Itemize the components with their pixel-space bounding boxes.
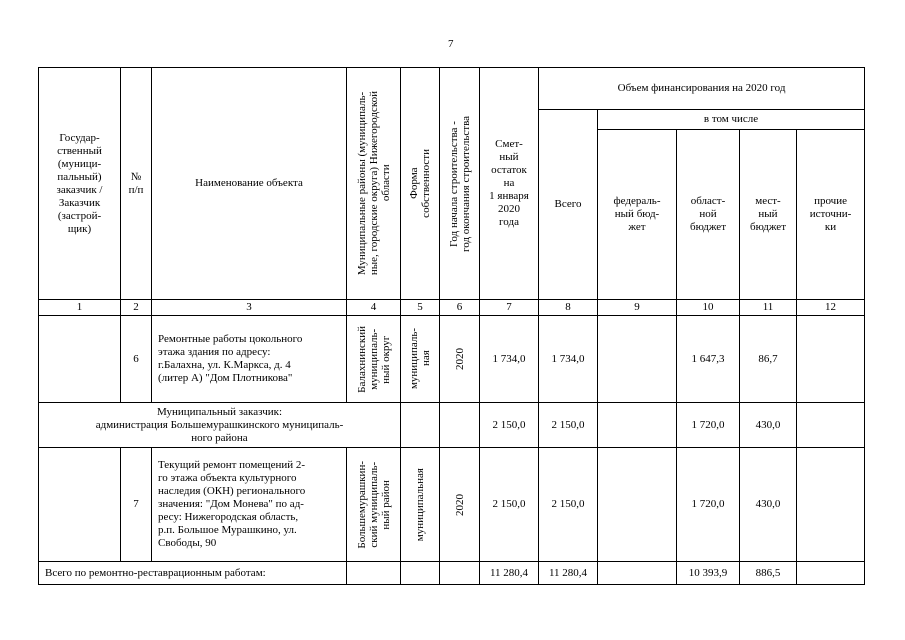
row-federal [598,448,677,562]
header-years [440,68,480,300]
text-line: бюджет [750,221,786,233]
text-line: муниципальная [414,467,426,542]
grand-total-row [39,562,865,585]
row-customer [39,448,121,562]
column-number: 4 [347,300,401,316]
header-object-name: Наименование объекта [152,68,347,300]
text-line: год окончания строительства [459,115,472,252]
text-line: област- [690,195,726,207]
text-line: источни- [809,208,852,220]
row-local: 430,0 [740,448,797,562]
header-funding-title: Объем финансирования на 2020 год [539,68,865,110]
row-federal [598,316,677,403]
customer-row [39,403,865,448]
row-ownership [401,403,440,448]
row-district [347,562,401,585]
text-line: администрация Большемурашкинского муниципаль- [95,418,344,431]
text-line: г.Балахна, ул. К.Маркса, д. 4 [158,359,291,371]
row-federal [598,562,677,585]
text-line: муниципаль- [408,328,420,390]
row-balance: 2 150,0 [480,403,539,448]
row-total: 2 150,0 [539,403,598,448]
row-balance: 1 734,0 [480,316,539,403]
text-line: щик) [67,222,92,235]
text-line: го этажа объекта культурного [158,472,297,484]
row-customer [39,316,121,403]
column-number: 12 [797,300,865,316]
header-ownership [401,68,440,300]
text-line: ский муниципаль- [367,461,380,548]
text-line: ного района [191,431,248,444]
grand-total-total: 11 280,4 [539,562,598,585]
text-line: года [499,216,519,228]
grand-total-regional: 10 393,9 [677,562,740,585]
row-regional: 1 647,3 [677,316,740,403]
row-regional: 1 720,0 [677,403,740,448]
text-line: р.п. Большое Мурашкино, ул. [158,524,297,536]
column-number: 3 [152,300,347,316]
text-line: ная [420,351,432,367]
column-number: 5 [401,300,440,316]
text-line: Муниципальные районы (муниципаль- [355,91,368,276]
header-estimate-balance [480,68,539,300]
text-line: заказчик / [56,183,103,196]
column-number: 7 [480,300,539,316]
text-line: ный округ [379,334,392,384]
column-number: 10 [677,300,740,316]
text-line: муниципаль- [367,328,380,390]
text-line: ки [824,221,837,233]
row-local: 430,0 [740,403,797,448]
row-total: 1 734,0 [539,316,598,403]
column-number: 1 [39,300,121,316]
row-regional: 1 720,0 [677,448,740,562]
text-line: значения: "Дом Монева" по ад- [158,498,304,510]
text-line: Муниципальный заказчик: [156,405,283,418]
text-line: на [503,177,515,189]
text-line: ный [758,208,778,220]
text-line: пальный) [57,170,102,183]
text-line: Большемурашкин- [355,460,368,549]
text-line: собственности [420,149,432,218]
text-line: Форма [408,167,420,200]
text-line: п/п [128,183,144,196]
row-number: 7 [121,448,152,562]
text-line: остаток [491,164,527,176]
text-line: ной [699,208,717,220]
column-number: 11 [740,300,797,316]
row-balance: 2 150,0 [480,448,539,562]
text-line: ресу: Нижегородская область, [158,511,299,523]
row-object-name [152,448,347,562]
row-federal [598,403,677,448]
text-line: ный бюд- [614,208,660,220]
text-line: ный [499,151,519,163]
text-line: ные, городские округа) Нижегородской [367,91,380,276]
text-line: федераль- [613,195,661,207]
row-district [347,316,401,403]
text-line: мест- [755,195,781,207]
header-federal-budget [598,130,677,300]
text-line: Балахнинский [355,325,368,393]
text-line: Смет- [495,138,523,150]
row-other [797,316,865,403]
row-other [797,403,865,448]
row-local: 86,7 [740,316,797,403]
grand-total-balance: 11 280,4 [480,562,539,585]
header-including: в том числе [598,110,865,130]
column-number: 2 [121,300,152,316]
header-districts [347,68,401,300]
text-line: (застрой- [57,209,102,222]
row-year: 2020 [440,448,480,562]
funding-table [38,67,865,585]
text-line: Государ- [59,131,100,144]
text-line: Заказчик [58,196,101,209]
text-line: этажа здания по адресу: [158,346,271,358]
header-customer [39,68,121,300]
row-total: 2 150,0 [539,448,598,562]
column-number: 6 [440,300,480,316]
page-number: 7 [448,38,454,50]
header-number [121,68,152,300]
text-line: 2020 [498,203,520,215]
text-line: (муници- [57,157,102,170]
row-object-name [152,316,347,403]
text-line: наследия (ОКН) регионального [158,485,306,497]
row-number: 6 [121,316,152,403]
header-other-sources [797,130,865,300]
text-line: бюджет [690,221,726,233]
text-line: Свободы, 90 [158,537,217,549]
row-year [440,403,480,448]
customer-label [39,403,401,448]
header-regional-budget [677,130,740,300]
text-line: области [379,165,392,202]
text-line: № [130,170,142,183]
text-line: прочие [814,195,847,207]
text-line: Год начала строительства - [447,120,460,247]
column-number: 9 [598,300,677,316]
row-ownership [401,316,440,403]
row-year [440,562,480,585]
text-line: 1 января [489,190,529,202]
row-year: 2020 [440,316,480,403]
table-row [39,316,865,403]
text-line: ный район [379,479,392,530]
text-line: жет [628,221,646,233]
text-line: Ремонтные работы цокольного [158,333,303,345]
row-other [797,562,865,585]
grand-total-local: 886,5 [740,562,797,585]
column-number: 8 [539,300,598,316]
row-ownership [401,562,440,585]
grand-total-label: Всего по ремонтно-реставрационным работам: [39,562,347,585]
header-total: Всего [539,110,598,300]
row-district [347,448,401,562]
table-row [39,448,865,562]
text-line: ственный [57,144,102,157]
column-number-row [39,300,865,316]
row-ownership [401,448,440,562]
text-line: Текущий ремонт помещений 2- [158,459,306,471]
header-local-budget [740,130,797,300]
text-line: (литер А) "Дом Плотникова" [158,372,293,384]
row-other [797,448,865,562]
